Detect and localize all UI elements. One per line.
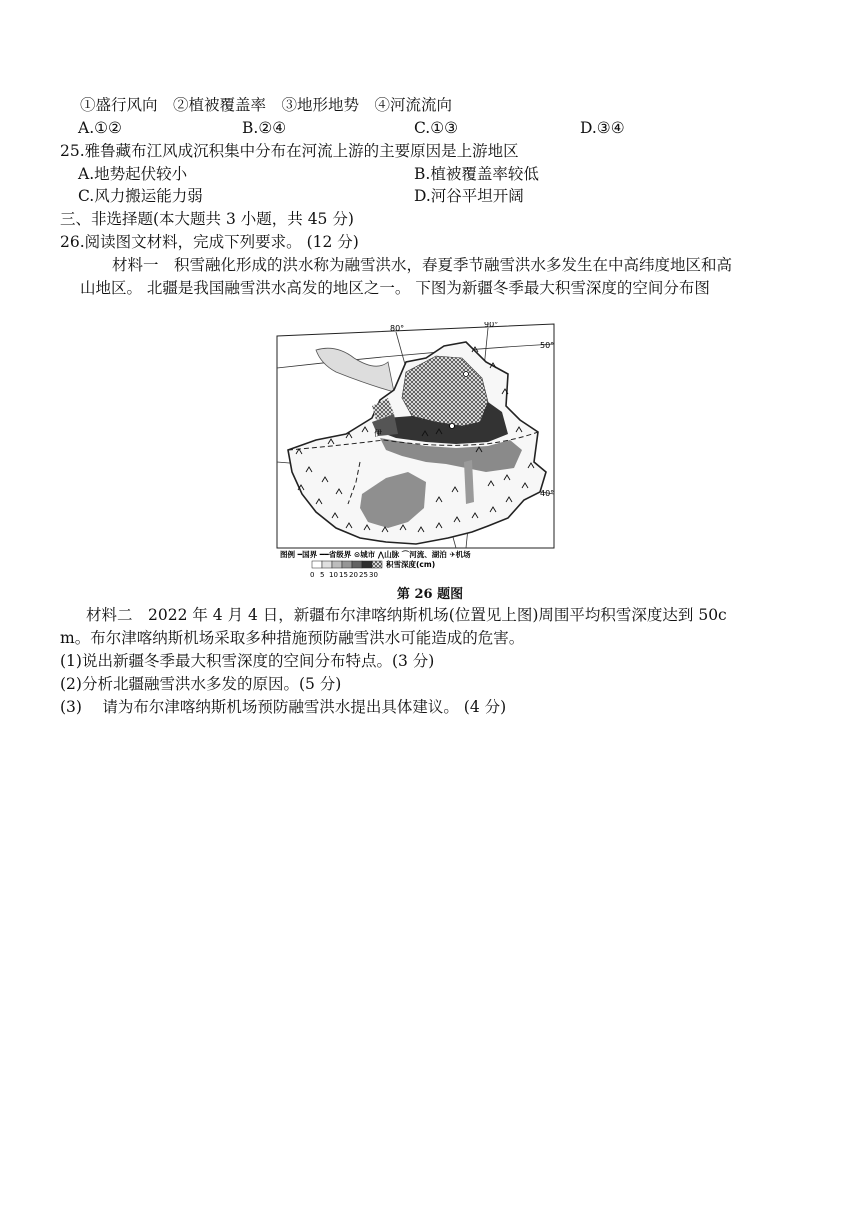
q26-material2-line1: 材料二 2022 年 4 月 4 日，新疆布尔津喀纳斯机场(位置见上图)周围平均积雪深度达到 50c — [86, 606, 727, 624]
q26-material2-line2: m。布尔津喀纳斯机场采取多种措施预防融雪洪水可能造成的危害。 — [60, 629, 525, 647]
q24-option-b: B.②④ — [242, 119, 287, 137]
place-label: 伊 — [374, 429, 382, 438]
q26-subquestion-3: (3) 请为布尔津喀纳斯机场预防融雪洪水提出具体建议。 (4 分) — [60, 698, 507, 716]
legend-tick: 30 — [369, 571, 378, 579]
q25-option-a: A.地势起伏较小 — [78, 165, 188, 183]
legend-tick: 15 — [339, 571, 348, 579]
legend-tick: 10 — [329, 571, 338, 579]
q24-option-c: C.①③ — [414, 119, 459, 137]
legend-tick: 5 — [320, 571, 325, 579]
airport-marker — [464, 372, 469, 377]
q25-option-b: B.植被覆盖率较低 — [414, 165, 539, 183]
lat-label-40: 40° — [540, 489, 555, 498]
snow-depth-map — [276, 322, 557, 580]
legend-tick: 0 — [310, 571, 315, 579]
q24-option-a: A.①② — [78, 119, 122, 137]
lon-label-80: 80° — [390, 324, 405, 333]
legend-scale — [312, 561, 382, 568]
lat-label-50: 50° — [540, 341, 555, 350]
q26-subquestion-1: (1)说出新疆冬季最大积雪深度的空间分布特点。(3 分) — [60, 652, 435, 670]
q25-option-c: C.风力搬运能力弱 — [78, 187, 203, 205]
q25-option-d: D.河谷平坦开阔 — [414, 187, 524, 205]
legend-tick: 20 — [349, 571, 358, 579]
q26-material1-line2: 山地区。 北疆是我国融雪洪水高发的地区之一。 下图为新疆冬季最大积雪深度的空间分布图 — [80, 279, 710, 297]
q24-option-d: D.③④ — [580, 119, 625, 137]
q26-stem: 26.阅读图文材料，完成下列要求。 (12 分) — [60, 233, 359, 251]
map-svg — [276, 322, 557, 580]
figure-caption: 第 26 题图 — [396, 587, 464, 602]
section-title: 三、非选择题(本大题共 3 小题，共 45 分) — [60, 210, 354, 228]
legend-line: 图例 ━国界 ━━省级界 ⊙城市 ⋀山脉 ⌒河流、湖泊 ✈机场 — [280, 550, 471, 559]
legend-tick: 25 — [359, 571, 368, 579]
lon-label-90: 90° — [484, 322, 499, 329]
q26-material1-line1: 材料一 积雪融化形成的洪水称为融雪洪水，春夏季节融雪洪水多发生在中高纬度地区和高 — [112, 256, 733, 274]
legend-ticks — [310, 571, 378, 579]
q26-subquestion-2: (2)分析北疆融雪洪水多发的原因。(5 分) — [60, 675, 342, 693]
legend-scale-label: 积雪深度(cm) — [386, 560, 436, 569]
q24-choices: ①盛行风向 ②植被覆盖率 ③地形地势 ④河流流向 — [80, 96, 453, 114]
city-marker — [450, 424, 455, 429]
q25-stem: 25.雅鲁藏布江风成沉积集中分布在河流上游的主要原因是上游地区 — [60, 142, 519, 160]
